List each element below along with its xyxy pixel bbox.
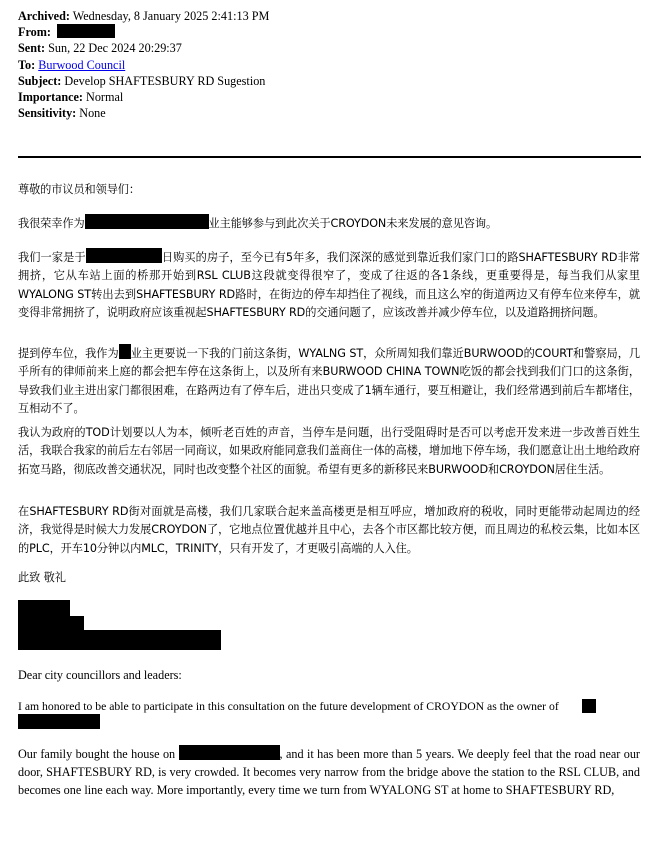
- header-divider: [18, 156, 641, 158]
- to-recipient-link[interactable]: Burwood Council: [38, 57, 126, 72]
- subject-line: [18, 73, 640, 89]
- redacted-signature: [18, 600, 70, 616]
- subject-value: Develop SHAFTESBURY RD Sugestion: [64, 73, 266, 88]
- email-header: [18, 8, 640, 121]
- sent-label: Sent:: [18, 41, 46, 56]
- sensitivity-line: [18, 105, 640, 121]
- from-label: From:: [18, 25, 51, 40]
- sent-line: [18, 40, 640, 56]
- cn-salutation: 尊敬的市议员和领导们：: [18, 183, 140, 196]
- cn-p2-rest: 日购买的房子，至今已有5年多，我们深深的感觉到靠近我们家门口的路SHAFTESBURY RD非常拥挤，它从车站上面的桥那开始到RSL CLUB这段就变得很窄了，变成了往返的各1条线，更重要得是，每当我们从家里WYALONG ST转出去到SHAFTESBURY RD路时，在街边的停车却挡住了视线，而且这么窄的街道两边又有停车位来停车，就变得非常拥挤了，说明政府应该重视起SHAFTESBURY RD的交通问题了，应该改善并减少停车位，以及道路拥挤问题。: [18, 251, 640, 319]
- cn-p1-before: 我很荣幸作为: [18, 217, 85, 230]
- archived-line: [18, 8, 640, 24]
- archived-label: Archived:: [18, 9, 70, 23]
- cn-closing: 此致 敬礼: [18, 571, 66, 584]
- archived-value: Wednesday, 8 January 2025 2:41:13 PM: [72, 9, 270, 23]
- cn-paragraph-2: [18, 248, 640, 322]
- en-p2-rest: , and it has been more than 5 years. We deeply feel that the road near our door, SHAFTESBURY RD, is very crowded. It becomes very narrow from the bridge above the station to the RSL CLUB, and becomes one line each way. More importantly, every time we turn from WYALONG ST at home to SHAFTESBURY RD,: [18, 747, 640, 797]
- redacted-date: [179, 745, 280, 760]
- cn-paragraph-3: [18, 344, 640, 418]
- importance-label: Importance:: [18, 90, 83, 105]
- redacted-signature: [18, 630, 221, 650]
- importance-value: Normal: [86, 90, 124, 105]
- subject-label: Subject:: [18, 73, 62, 88]
- redacted-address: [582, 699, 596, 713]
- redacted-sender: [57, 24, 115, 38]
- cn-p1-after: 业主能够参与到此次关于CROYDON未来发展的意见咨询。: [208, 217, 498, 230]
- from-line: [18, 24, 640, 40]
- cn-paragraph-5: 在SHAFTESBURY RD街对面就是高楼，我们几家联合起来盖高楼更是相互呼应，增加政府的税收，同时更能带动起周边的经济，我觉得是时候大力发展CROYDON了，它地点位置优越并且中心，去各个市区都比较方便，而且周边的私校云集，比如本区的PLC，开车10分钟以内MLC，TRINITY，只有开发了，才更吸引高端的人入住。: [18, 505, 640, 555]
- cn-p3-start: 提到停车位，我作为: [18, 347, 119, 360]
- sensitivity-label: Sensitivity:: [18, 106, 77, 121]
- to-label: To:: [18, 57, 36, 72]
- cn-p3-rest: 业主更要说一下我的门前这条街，WYALNG ST，众所周知我们靠近BURWOOD的COURT和警察局，几乎所有的律师前来上庭的都会把车停在这条街上，以及所有来BURWOOD CHINA TOWN吃饭的都会找到我们门口的这条街，导致我们业主进出家门都很困难，在路两边有了停车后，进出只变成了1辆车通行，要互相避让，我们经常遇到前后车都堵住，互相动不了。: [18, 347, 640, 415]
- to-line: [18, 57, 640, 73]
- en-salutation: Dear city councillors and leaders:: [18, 668, 182, 682]
- redacted-signature: [18, 616, 84, 630]
- redacted-address: [85, 214, 209, 229]
- redacted-address: [18, 714, 100, 729]
- cn-paragraph-4: 我认为政府的TOD计划要以人为本，倾听老百姓的声音，当停车是问题，出行受阻碍时是否可以考虑开发来进一步改善百姓生活，我联合我家的前后左右邻居一同商议，如果政府能同意我们盖商住一体的高楼，增加地下停车场，我们愿意让出土地给政府拓宽马路，彻底改善交通状况，同时也改变整个社区的面貌。希望有更多的新移民来BURWOOD和CROYDON居住生活。: [18, 426, 640, 476]
- sent-value: Sun, 22 Dec 2024 20:29:37: [48, 41, 182, 56]
- en-p2-start: Our family bought the house on: [18, 747, 176, 761]
- redacted-owner: [119, 344, 131, 359]
- cn-paragraph-1: [18, 214, 640, 233]
- importance-line: [18, 89, 640, 105]
- redacted-date: [86, 248, 162, 263]
- cn-p2-start: 我们一家是于: [18, 251, 86, 264]
- sensitivity-value: None: [79, 106, 106, 121]
- en-paragraph-1: [18, 698, 640, 716]
- en-p1-text: I am honored to be able to participate in this consultation on the future development of CROYDON as the owner of: [18, 700, 559, 713]
- en-paragraph-2: [18, 745, 640, 799]
